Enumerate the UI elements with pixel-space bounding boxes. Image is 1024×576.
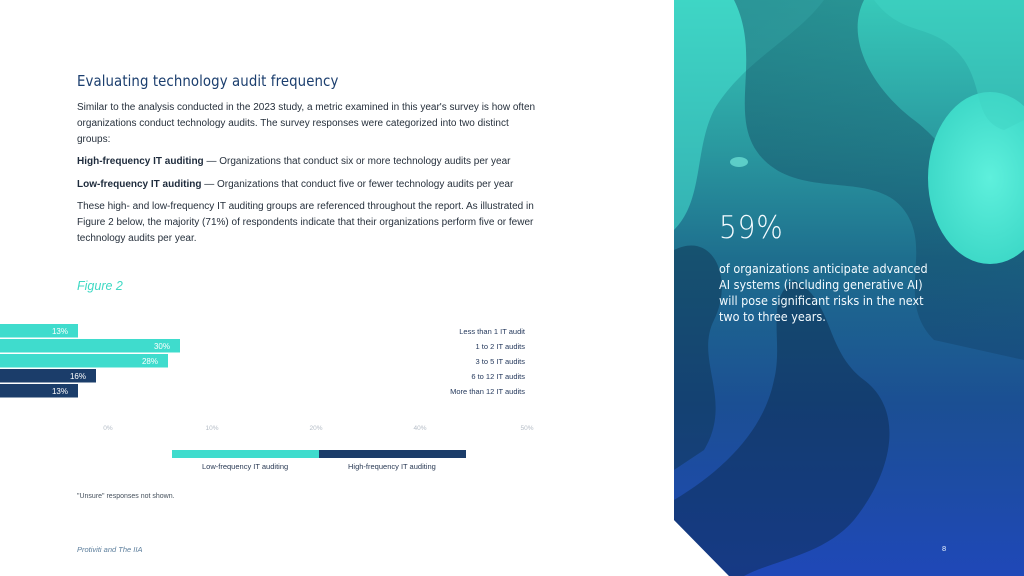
legend-label-high: High-frequency IT auditing [348, 462, 436, 471]
high-frequency-definition [77, 154, 537, 170]
legend-swatch-low [172, 450, 319, 458]
intro-paragraph: Similar to the analysis conducted in the 2023 study, a metric examined in this year's survey is how often organizations conduct technology audits. The survey responses were categorized into two distinct groups: [77, 102, 536, 145]
page-number: 8 [942, 544, 947, 553]
callout-stat: 59% [719, 210, 784, 246]
x-tick-label: 50% [520, 425, 534, 432]
bar-value-label: 16% [69, 372, 86, 381]
category-label: 6 to 12 IT audits [471, 372, 525, 381]
category-label: Less than 1 IT audit [459, 327, 525, 336]
chart-footnote: "Unsure" responses not shown. [77, 493, 175, 500]
x-tick-label: 20% [309, 425, 323, 432]
bar-value-label: 28% [141, 357, 158, 366]
low-frequency-term: Low-frequency IT auditing [77, 179, 202, 190]
footer-source: Protiviti and The IIA [77, 545, 143, 554]
x-tick-label: 40% [413, 425, 427, 432]
audit-frequency-chart [0, 318, 545, 438]
low-frequency-text: — Organizations that conduct five or fewer technology audits per year [201, 179, 514, 190]
low-frequency-definition [77, 177, 537, 193]
bar-value-label: 13% [51, 327, 68, 336]
x-tick-label: 10% [205, 425, 219, 432]
chart-legend [172, 450, 472, 474]
x-tick-label: 0% [103, 425, 113, 432]
category-label: 1 to 2 IT audits [475, 342, 525, 351]
callout-text: of organizations anticipate advanced AI systems (including generative AI) will pose significant risks in the next two to three years. [719, 261, 928, 324]
legend-swatch-high [319, 450, 466, 458]
bar-value-label: 13% [51, 387, 68, 396]
high-frequency-term: High-frequency IT auditing [77, 156, 204, 167]
closing-paragraph: These high- and low-frequency IT auditing groups are referenced throughout the report. As illustrated in Figure 2 below, the majority (71%) of respondents indicate that their organizations perform five or fewer technology audits per year. [77, 201, 534, 244]
legend-label-low: Low-frequency IT auditing [202, 462, 289, 471]
category-label: 3 to 5 IT audits [475, 357, 525, 366]
high-frequency-text: — Organizations that conduct six or more technology audits per year [203, 156, 511, 167]
section-title: Evaluating technology audit frequency [77, 72, 339, 90]
category-label: More than 12 IT audits [450, 387, 525, 396]
bar-value-label: 30% [153, 342, 170, 351]
figure-label: Figure 2 [77, 279, 123, 293]
